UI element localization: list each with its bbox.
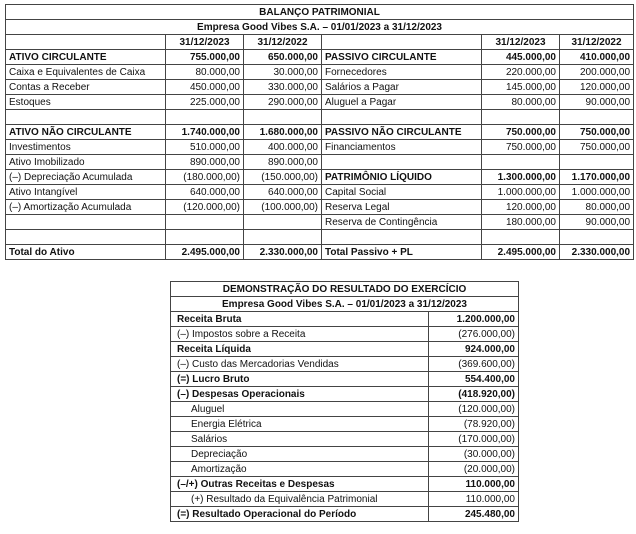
asset-value-2023: (180.000,00): [166, 170, 244, 185]
income-label: Amortização: [171, 462, 429, 477]
liability-value-2023: [482, 230, 560, 245]
liability-label: [322, 230, 482, 245]
income-value: 245.480,00: [429, 507, 519, 522]
asset-label: Ativo Intangível: [6, 185, 166, 200]
liability-value-2023: 120.000,00: [482, 200, 560, 215]
liability-label: [322, 155, 482, 170]
liability-value-2022: [560, 110, 634, 125]
balance-row: [6, 80, 634, 95]
asset-value-2022: 2.330.000,00: [244, 245, 322, 260]
income-value: (369.600,00): [429, 357, 519, 372]
income-row: [171, 357, 519, 372]
liability-value-2022: [560, 230, 634, 245]
income-row: [171, 312, 519, 327]
liability-value-2023: 220.000,00: [482, 65, 560, 80]
income-label: (+) Resultado da Equivalência Patrimonial: [171, 492, 429, 507]
asset-label: Contas a Receber: [6, 80, 166, 95]
income-row: [171, 372, 519, 387]
liability-value-2023: 2.495.000,00: [482, 245, 560, 260]
asset-label: [6, 215, 166, 230]
liability-value-2023: 80.000,00: [482, 95, 560, 110]
liability-label: Aluguel a Pagar: [322, 95, 482, 110]
income-row: [171, 507, 519, 522]
income-row: [171, 402, 519, 417]
income-label: Receita Líquida: [171, 342, 429, 357]
asset-label: [6, 230, 166, 245]
liability-value-2022: [560, 155, 634, 170]
liability-value-2022: 750.000,00: [560, 140, 634, 155]
liability-value-2023: [482, 110, 560, 125]
income-row: [171, 342, 519, 357]
balance-row: [6, 50, 634, 65]
income-label: (–) Impostos sobre a Receita: [171, 327, 429, 342]
liability-value-2023: 180.000,00: [482, 215, 560, 230]
liability-value-2022: 120.000,00: [560, 80, 634, 95]
asset-value-2023: 450.000,00: [166, 80, 244, 95]
asset-value-2022: 330.000,00: [244, 80, 322, 95]
income-row: [171, 417, 519, 432]
asset-label: Total do Ativo: [6, 245, 166, 260]
asset-value-2023: (120.000,00): [166, 200, 244, 215]
asset-value-2022: (150.000,00): [244, 170, 322, 185]
asset-value-2022: 290.000,00: [244, 95, 322, 110]
liability-value-2022: 1.170.000,00: [560, 170, 634, 185]
income-statement-subtitle: Empresa Good Vibes S.A. – 01/01/2023 a 31/12/2023: [171, 297, 519, 312]
balance-row: [6, 95, 634, 110]
asset-value-2023: 225.000,00: [166, 95, 244, 110]
income-row: [171, 432, 519, 447]
income-label: Aluguel: [171, 402, 429, 417]
header-date-2023: 31/12/2023: [482, 35, 560, 50]
liability-label: Fornecedores: [322, 65, 482, 80]
asset-value-2022: 30.000,00: [244, 65, 322, 80]
balance-row: [6, 215, 634, 230]
liability-label: Financiamentos: [322, 140, 482, 155]
asset-label: [6, 110, 166, 125]
balance-row: [6, 110, 634, 125]
liability-value-2022: 90.000,00: [560, 95, 634, 110]
liability-value-2023: 1.300.000,00: [482, 170, 560, 185]
income-value: (418.920,00): [429, 387, 519, 402]
asset-label: Ativo Imobilizado: [6, 155, 166, 170]
income-row: [171, 462, 519, 477]
income-value: 554.400,00: [429, 372, 519, 387]
asset-value-2023: 80.000,00: [166, 65, 244, 80]
income-value: (30.000,00): [429, 447, 519, 462]
asset-label: (–) Amortização Acumulada: [6, 200, 166, 215]
asset-value-2022: 890.000,00: [244, 155, 322, 170]
asset-value-2022: 650.000,00: [244, 50, 322, 65]
asset-value-2023: 755.000,00: [166, 50, 244, 65]
liability-value-2022: 2.330.000,00: [560, 245, 634, 260]
liability-value-2022: 410.000,00: [560, 50, 634, 65]
income-value: 110.000,00: [429, 492, 519, 507]
liability-value-2022: 80.000,00: [560, 200, 634, 215]
balance-row: [6, 170, 634, 185]
balance-row: [6, 185, 634, 200]
balance-sheet-subtitle: Empresa Good Vibes S.A. – 01/01/2023 a 31/12/2023: [6, 20, 634, 35]
balance-row: [6, 230, 634, 245]
income-statement-title: DEMONSTRAÇÃO DO RESULTADO DO EXERCÍCIO: [171, 282, 519, 297]
asset-value-2023: 1.740.000,00: [166, 125, 244, 140]
asset-value-2023: 510.000,00: [166, 140, 244, 155]
balance-row: [6, 140, 634, 155]
balance-sheet-table: [5, 4, 634, 260]
liability-label: [322, 110, 482, 125]
liability-label: Capital Social: [322, 185, 482, 200]
liability-value-2023: 1.000.000,00: [482, 185, 560, 200]
header-date-2022: 31/12/2022: [560, 35, 634, 50]
balance-row: [6, 125, 634, 140]
income-label: Depreciação: [171, 447, 429, 462]
liability-label: Reserva de Contingência: [322, 215, 482, 230]
asset-value-2023: 640.000,00: [166, 185, 244, 200]
asset-label: Estoques: [6, 95, 166, 110]
liability-value-2023: 750.000,00: [482, 140, 560, 155]
income-label: (–/+) Outras Receitas e Despesas: [171, 477, 429, 492]
liability-value-2022: 750.000,00: [560, 125, 634, 140]
liability-label: Total Passivo + PL: [322, 245, 482, 260]
asset-value-2022: 1.680.000,00: [244, 125, 322, 140]
asset-value-2023: 2.495.000,00: [166, 245, 244, 260]
income-value: (20.000,00): [429, 462, 519, 477]
liability-label: PATRIMÔNIO LÍQUIDO: [322, 170, 482, 185]
income-label: Salários: [171, 432, 429, 447]
liability-value-2022: 200.000,00: [560, 65, 634, 80]
asset-value-2022: 640.000,00: [244, 185, 322, 200]
liability-label: PASSIVO NÃO CIRCULANTE: [322, 125, 482, 140]
balance-row: [6, 200, 634, 215]
asset-value-2023: [166, 110, 244, 125]
asset-value-2023: 890.000,00: [166, 155, 244, 170]
income-statement-table: [170, 281, 519, 522]
asset-value-2022: [244, 230, 322, 245]
income-label: (=) Resultado Operacional do Período: [171, 507, 429, 522]
liability-label: Reserva Legal: [322, 200, 482, 215]
asset-label: ATIVO CIRCULANTE: [6, 50, 166, 65]
income-value: 924.000,00: [429, 342, 519, 357]
liability-value-2023: [482, 155, 560, 170]
income-label: (–) Custo das Mercadorias Vendidas: [171, 357, 429, 372]
income-value: 1.200.000,00: [429, 312, 519, 327]
balance-row: [6, 65, 634, 80]
income-row: [171, 447, 519, 462]
balance-row: [6, 245, 634, 260]
liability-value-2023: 445.000,00: [482, 50, 560, 65]
asset-value-2022: [244, 110, 322, 125]
asset-label: ATIVO NÃO CIRCULANTE: [6, 125, 166, 140]
asset-label: Caixa e Equivalentes de Caixa: [6, 65, 166, 80]
income-row: [171, 327, 519, 342]
income-value: (276.000,00): [429, 327, 519, 342]
income-row: [171, 477, 519, 492]
income-value: 110.000,00: [429, 477, 519, 492]
asset-label: (–) Depreciação Acumulada: [6, 170, 166, 185]
income-label: (–) Despesas Operacionais: [171, 387, 429, 402]
balance-row: [6, 155, 634, 170]
asset-value-2022: 400.000,00: [244, 140, 322, 155]
asset-label: Investimentos: [6, 140, 166, 155]
asset-value-2022: [244, 215, 322, 230]
liability-label: PASSIVO CIRCULANTE: [322, 50, 482, 65]
liability-value-2022: 90.000,00: [560, 215, 634, 230]
income-value: (78.920,00): [429, 417, 519, 432]
liability-value-2022: 1.000.000,00: [560, 185, 634, 200]
liability-value-2023: 145.000,00: [482, 80, 560, 95]
income-row: [171, 387, 519, 402]
header-blank: [6, 35, 166, 50]
income-row: [171, 492, 519, 507]
header-date-2022: 31/12/2022: [244, 35, 322, 50]
income-label: Receita Bruta: [171, 312, 429, 327]
asset-value-2023: [166, 215, 244, 230]
asset-value-2023: [166, 230, 244, 245]
liability-label: Salários a Pagar: [322, 80, 482, 95]
asset-value-2022: (100.000,00): [244, 200, 322, 215]
balance-sheet-title: BALANÇO PATRIMONIAL: [6, 5, 634, 20]
income-label: Energia Elétrica: [171, 417, 429, 432]
header-date-2023: 31/12/2023: [166, 35, 244, 50]
income-label: (=) Lucro Bruto: [171, 372, 429, 387]
income-value: (120.000,00): [429, 402, 519, 417]
header-blank: [322, 35, 482, 50]
income-value: (170.000,00): [429, 432, 519, 447]
liability-value-2023: 750.000,00: [482, 125, 560, 140]
